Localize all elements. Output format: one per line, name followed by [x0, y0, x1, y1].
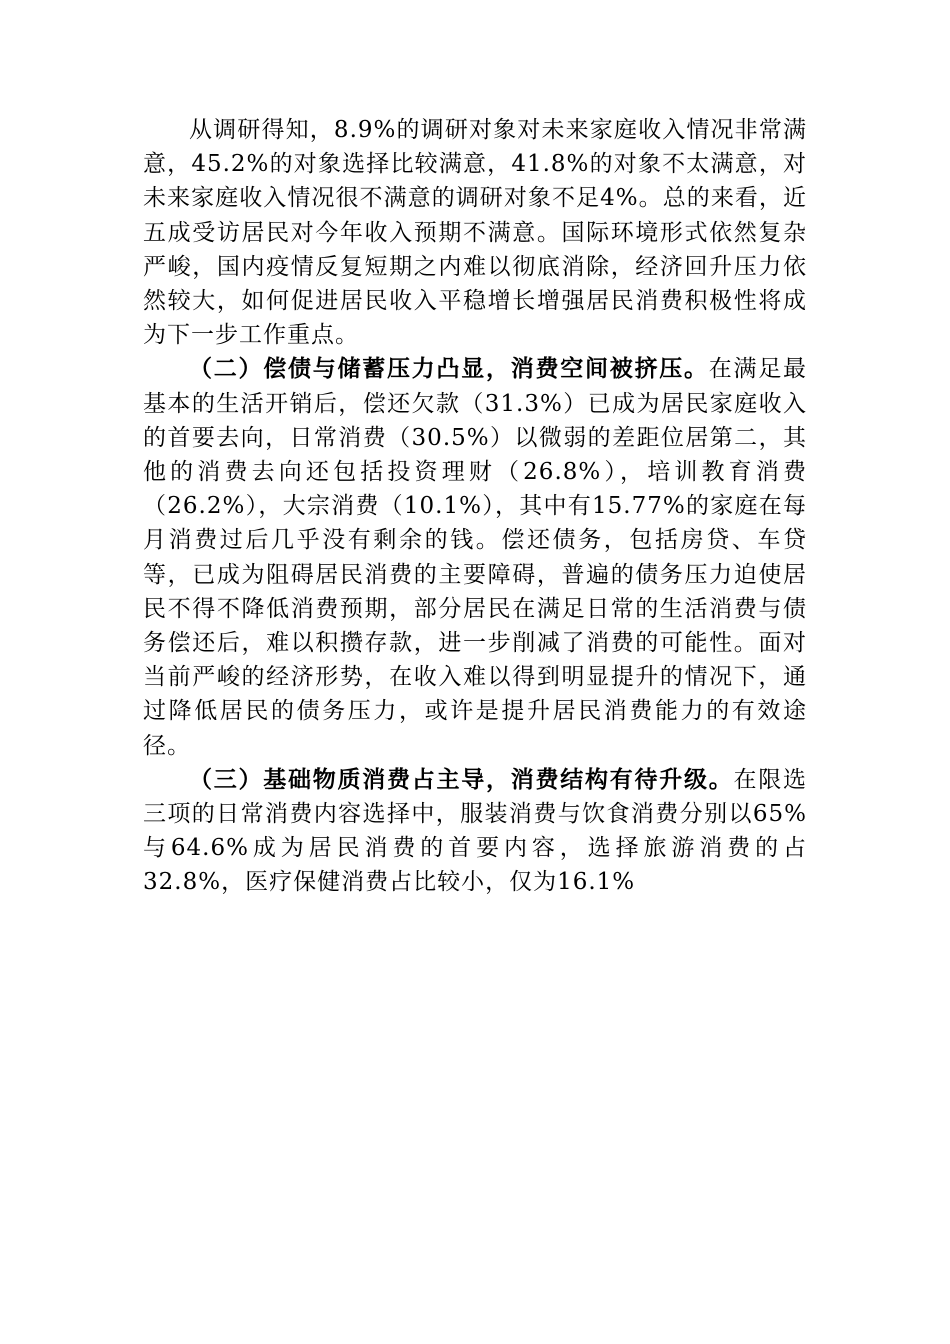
paragraph-heading: （二）偿债与储蓄压力凸显，消费空间被挤压。 — [189, 355, 709, 383]
paragraph-text: 在满足最基本的生活开销后，偿还欠款（31.3%）已成为居民家庭收入的首要去向，日常消费（30.5%）以微弱的差距位居第二，其他的消费去向还包括投资理财（26.8%），培训教育消费（26.2%），大宗消费（10.1%），其中有15.77%的家庭在每月消费过后几乎没有剩余的钱。偿还债务，包括房贷、车贷等，已成为阻碍居民消费的主要障碍，普遍的债务压力迫使居民不得不降低消费预期，部分居民在满足日常的生活消费与债务偿还后，难以积攒存款，进一步削减了消费的可能性。面对当前严峻的经济形势，在收入难以得到明显提升的情况下，通过降低居民的债务压力，或许是提升居民消费能力的有效途径。 — [143, 356, 807, 759]
paragraph-debt-savings-pressure — [143, 352, 807, 762]
document-body — [143, 113, 807, 900]
paragraph-text: 在限选三项的日常消费内容选择中，服装消费与饮食消费分别以65%与64.6%成为居民消费的首要内容，选择旅游消费的占32.8%，医疗保健消费占比较小，仅为16.1% — [143, 766, 807, 896]
paragraph-income-satisfaction — [143, 113, 807, 352]
paragraph-text: 从调研得知，8.9%的调研对象对未来家庭收入情况非常满意，45.2%的对象选择比较满意，41.8%的对象不太满意，对未来家庭收入情况很不满意的调研对象不足4%。总的来看，近五成受访居民对今年收入预期不满意。国际环境形式依然复杂严峻，国内疫情反复短期之内难以彻底消除，经济回升压力依然较大，如何促进居民收入平稳增长增强居民消费积极性将成为下一步工作重点。 — [143, 117, 807, 349]
paragraph-heading: （三）基础物质消费占主导，消费结构有待升级。 — [189, 765, 734, 793]
paragraph-consumption-structure — [143, 763, 807, 900]
